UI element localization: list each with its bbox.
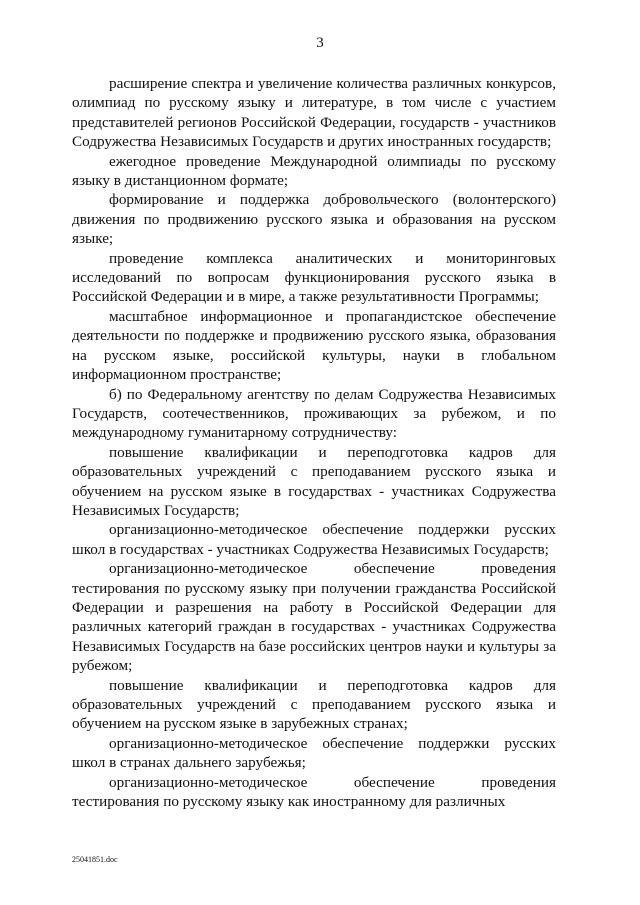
paragraph-foreign-russian-schools: организационно-методическое обеспечение поддержки русских школ в странах дальнего зарубежья; <box>72 734 556 772</box>
paragraph-federal-agency-heading: б) по Федеральному агентству по делам Содружества Независимых Государств, соотечественников, проживающих за рубежом, и по международному гуманитарному сотрудничеству: <box>72 385 556 442</box>
paragraph-international-olympiad: ежегодное проведение Международной олимпиады по русскому языку в дистанционном формате; <box>72 152 556 190</box>
paragraph-cis-teacher-training: повышение квалификации и переподготовка кадров для образовательных учреждений с преподаванием русского языка и обучением на русском языке в государствах - участниках Содружества Независимых Государств; <box>72 443 556 519</box>
document-body <box>72 74 556 811</box>
paragraph-foreign-language-testing: организационно-методическое обеспечение проведения тестирования по русскому языку как иностранному для различных <box>72 773 556 811</box>
paragraph-cis-language-testing: организационно-методическое обеспечение проведения тестирования по русскому языку при получении гражданства Российской Федерации и разрешения на работу в Российской Федерации для различных категорий граждан в государствах - участниках Содружества Независимых Государств на базе российских центров науки и культуры за рубежом; <box>72 560 556 675</box>
paragraph-contests-olympiads: расширение спектра и увеличение количества различных конкурсов, олимпиад по русскому языку и литературе, в том числе с участием представителей регионов Российской Федерации, государств - участников Содружества Независимых Государств и других иностранных государств; <box>72 75 556 151</box>
footer-filename: 25041851.doc <box>72 855 118 864</box>
paragraph-cis-russian-schools: организационно-методическое обеспечение поддержки русских школ в государствах - участниках Содружества Независимых Государств; <box>72 521 556 558</box>
paragraph-information-support: масштабное информационное и пропагандистское обеспечение деятельности по поддержке и продвижению русского языка, образования на русском языке, российской культуры, науки в глобальном информационном пространстве; <box>72 307 556 384</box>
paragraph-volunteer-movement: формирование и поддержка добровольческого (волонтерского) движения по продвижению русского языка и образования на русском языке; <box>72 191 556 248</box>
page-number: 3 <box>316 35 324 51</box>
paragraph-foreign-teacher-training: повышение квалификации и переподготовка кадров для образовательных учреждений с преподаванием русского языка и обучением на русском языке в зарубежных странах; <box>72 676 556 733</box>
paragraph-analytical-research: проведение комплекса аналитических и мониторинговых исследований по вопросам функционирования русского языка в Российской Федерации и в мире, а также результативности Программы; <box>72 249 556 306</box>
